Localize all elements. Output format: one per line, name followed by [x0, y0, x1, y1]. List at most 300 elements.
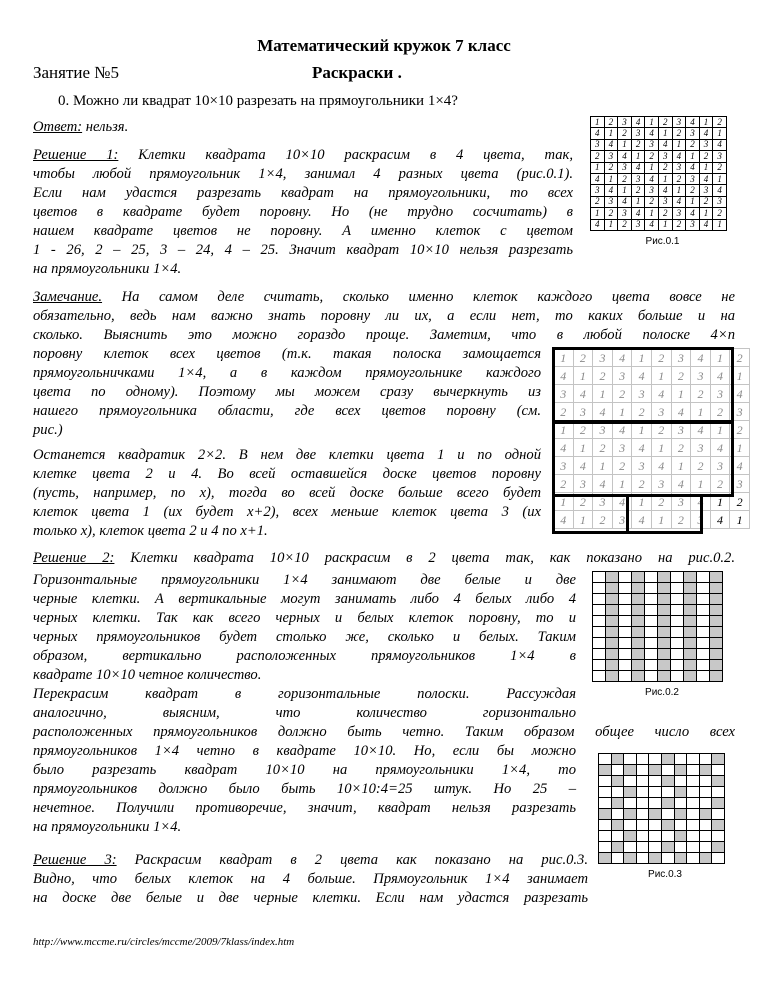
- grid-cell: 3: [612, 511, 632, 529]
- text-line: было разрезать квадрат 10×10 на прямоугольники 1×4, то: [33, 762, 576, 778]
- grid-cell: [687, 776, 700, 787]
- grid-cell: [636, 754, 649, 765]
- grid-cell: [632, 671, 645, 682]
- grid-cell: [699, 820, 712, 831]
- grid-cell: [593, 627, 606, 638]
- grid-cell: 2: [671, 439, 691, 457]
- grid-cell: 1: [604, 219, 618, 230]
- grid-cell: [684, 572, 697, 583]
- grid-cell: 3: [631, 128, 645, 139]
- grid-cell: 2: [618, 173, 632, 184]
- answer: [33, 118, 128, 137]
- grid-cell: [645, 627, 658, 638]
- grid-cell: 4: [604, 185, 618, 196]
- grid-cell: 2: [591, 151, 605, 162]
- grid-cell: 2: [691, 385, 711, 403]
- grid-cell: [611, 842, 624, 853]
- grid-cell: [624, 787, 637, 798]
- text-line: черные клетки. А вертикальные могут занимать либо 4 белых либо 4: [33, 591, 576, 607]
- grid-cell: 2: [686, 139, 700, 150]
- text-line: образом, вертикально расположенных прямоугольников 1×4 в: [33, 648, 576, 664]
- grid-cell: 2: [651, 493, 671, 511]
- grid-cell: 2: [618, 128, 632, 139]
- grid-cell: [671, 627, 684, 638]
- grid-cell: [649, 765, 662, 776]
- grid-cell: [619, 638, 632, 649]
- grid-cell: [619, 594, 632, 605]
- grid-cell: 2: [645, 151, 659, 162]
- grid-cell: [658, 638, 671, 649]
- grid-cell: [636, 809, 649, 820]
- grid-cell: [710, 572, 723, 583]
- grid-cell: [684, 671, 697, 682]
- grid-cell: [619, 649, 632, 660]
- grid-cell: [632, 627, 645, 638]
- grid-cell: 3: [686, 219, 700, 230]
- grid-cell: 3: [710, 385, 730, 403]
- figure-caption: Рис.0.1: [645, 235, 680, 247]
- grid-cell: 3: [593, 493, 613, 511]
- grid-cell: [624, 853, 637, 864]
- grid-cell: 1: [593, 457, 613, 475]
- text-line: нечетное. Получили противоречие, значит, квадрат нельзя разрезать: [33, 800, 576, 816]
- text-line: нашем квадрате цветов не поровну. А именно клеток с цветом: [33, 223, 573, 239]
- grid-cell: [671, 660, 684, 671]
- grid-cell: 1: [612, 403, 632, 421]
- grid-cell: [645, 594, 658, 605]
- grid-cell: [697, 671, 710, 682]
- answer-text: нельзя.: [82, 119, 129, 135]
- grid-cell: 4: [573, 385, 593, 403]
- grid-cell: [661, 809, 674, 820]
- grid-cell: 1: [591, 117, 605, 128]
- text-line: клеток цвета 1 (их будет x+2), всех меньше клеток цвета 3 (их: [33, 504, 541, 520]
- grid-cell: 4: [658, 139, 672, 150]
- text-line: Видно, что белых клеток на 4 больше. Прямоугольник 1×4 занимает: [33, 871, 588, 887]
- grid-cell: 3: [691, 511, 711, 529]
- grid-cell: 1: [691, 475, 711, 493]
- grid-cell: 1: [713, 173, 727, 184]
- grid-cell: 2: [710, 403, 730, 421]
- text-line: черных клетки. Так как всего черных и белых клеток поровну, то и: [33, 610, 576, 626]
- grid-cell: [606, 594, 619, 605]
- grid-cell: 3: [618, 162, 632, 173]
- text-line: 1 - 26, 2 – 25, 3 – 24, 4 – 25. Значит квадрат 10×10 нельзя разрезать: [33, 242, 573, 258]
- grid-cell: 4: [686, 208, 700, 219]
- grid-cell: 1: [713, 128, 727, 139]
- solution-2-end: [33, 742, 576, 837]
- grid-cell: [606, 627, 619, 638]
- grid-cell: 4: [672, 196, 686, 207]
- text-line: прямоугольничками 1×4, а в каждом прямоугольнике каждого: [33, 365, 541, 381]
- grid-cell: [645, 616, 658, 627]
- grid-cell: 2: [631, 185, 645, 196]
- grid-cell: 3: [612, 439, 632, 457]
- grid-cell: 4: [632, 439, 652, 457]
- grid-cell: 2: [730, 493, 750, 511]
- grid-cell: 4: [686, 117, 700, 128]
- grid-cell: [697, 660, 710, 671]
- grid-cell: 1: [645, 208, 659, 219]
- grid-cell: 2: [645, 196, 659, 207]
- grid-cell: [661, 842, 674, 853]
- grid-cell: [661, 776, 674, 787]
- grid-cell: [624, 809, 637, 820]
- grid-cell: 3: [686, 173, 700, 184]
- grid-cell: 2: [632, 403, 652, 421]
- grid-cell: 1: [710, 421, 730, 439]
- grid-cell: 4: [691, 421, 711, 439]
- grid-cell: 4: [612, 349, 632, 367]
- grid-cell: [699, 754, 712, 765]
- grid-cell: 2: [699, 151, 713, 162]
- grid-cell: [593, 671, 606, 682]
- grid-cell: 2: [651, 421, 671, 439]
- grid-cell: [674, 765, 687, 776]
- grid-cell: [649, 776, 662, 787]
- grid-cell: 3: [645, 139, 659, 150]
- grid-cell: [674, 754, 687, 765]
- grid-cell: [674, 776, 687, 787]
- text-line: (пусть, например, по x), тогда во всей доске больше всего будет: [33, 485, 541, 501]
- grid-cell: 4: [710, 367, 730, 385]
- grid-cell: 1: [591, 208, 605, 219]
- grid-cell: [645, 649, 658, 660]
- grid-cell: 1: [671, 385, 691, 403]
- grid-cell: [599, 798, 612, 809]
- grid-cell: [606, 572, 619, 583]
- grid-cell: [661, 798, 674, 809]
- grid-cell: 2: [591, 196, 605, 207]
- grid-cell: 3: [604, 196, 618, 207]
- text-line: клетке цвета 2 и 4. Во всей оставшейся доске цветов поровну: [33, 466, 541, 482]
- grid-cell: 1: [699, 117, 713, 128]
- grid-cell: [593, 572, 606, 583]
- grid-cell: [599, 820, 612, 831]
- grid-cell: 3: [671, 349, 691, 367]
- grid-cell: 1: [632, 421, 652, 439]
- grid-cell: 1: [554, 493, 574, 511]
- grid-cell: 3: [573, 403, 593, 421]
- grid-cell: 2: [672, 219, 686, 230]
- text-line: аналогично, выясним, что количество горизонтально: [33, 705, 576, 721]
- grid-cell: 4: [710, 439, 730, 457]
- text-line: на доске две белые и две черные клетки. Если нам удастся разрезать: [33, 890, 588, 906]
- grid-cell: 1: [671, 457, 691, 475]
- grid-cell: 4: [672, 151, 686, 162]
- grid-cell: [636, 831, 649, 842]
- grid-cell: [687, 787, 700, 798]
- grid-cell: [593, 594, 606, 605]
- text-line: цвета по одному). Поэтому мы можем сразу вычеркнуть из: [33, 384, 541, 400]
- grid-cell: 2: [554, 403, 574, 421]
- grid-cell: 2: [604, 162, 618, 173]
- grid-cell: 4: [699, 173, 713, 184]
- grid-cell: [636, 765, 649, 776]
- grid-cell: [661, 831, 674, 842]
- grid-cell: 4: [618, 196, 632, 207]
- grid-cell: 2: [573, 349, 593, 367]
- grid-cell: [624, 754, 637, 765]
- grid-cell: [710, 594, 723, 605]
- grid-cell: 4: [713, 139, 727, 150]
- grid-cell: 1: [573, 367, 593, 385]
- grid-cell: [658, 616, 671, 627]
- grid-cell: 4: [591, 173, 605, 184]
- grid-cell: 2: [573, 421, 593, 439]
- grid-cell: [687, 765, 700, 776]
- grid-cell: 1: [632, 349, 652, 367]
- grid-cell: 3: [730, 475, 750, 493]
- grid-cell: [658, 572, 671, 583]
- grid-cell: [593, 616, 606, 627]
- solution-1-label: Решение 1:: [33, 147, 119, 163]
- grid-cell: [645, 583, 658, 594]
- grid-cell: 1: [672, 185, 686, 196]
- text-line: квадрате 10×10 четное количество.: [33, 667, 262, 683]
- grid-cell: [611, 754, 624, 765]
- text-line: только x), клеток цвета 2 и 4 по x+1.: [33, 523, 268, 539]
- grid-cell: [645, 572, 658, 583]
- grid-cell: 1: [730, 511, 750, 529]
- grid-cell: 4: [699, 219, 713, 230]
- text-line: на прямоугольники 1×4.: [33, 261, 182, 277]
- text-line: черных прямоугольников будет столько же, сколько и белых. Таким: [33, 629, 576, 645]
- grid-cell: 2: [593, 511, 613, 529]
- grid-cell: [684, 583, 697, 594]
- text-line: прямоугольников 1×4 четно в квадрате 10×10. Но, если бы можно: [33, 743, 576, 759]
- grid-cell: [687, 853, 700, 864]
- grid-cell: [636, 787, 649, 798]
- grid-cell: 3: [573, 475, 593, 493]
- grid-cell: [599, 754, 612, 765]
- grid-cell: [671, 649, 684, 660]
- grid-cell: [636, 820, 649, 831]
- grid-cell: 3: [713, 151, 727, 162]
- grid-cell: 4: [593, 475, 613, 493]
- grid-cell: 1: [612, 475, 632, 493]
- grid-cell: [599, 787, 612, 798]
- grid-cell: [674, 809, 687, 820]
- grid-cell: 2: [612, 457, 632, 475]
- lesson-topic: Раскраски .: [312, 63, 402, 82]
- grid-cell: 1: [658, 173, 672, 184]
- grid-cell: [636, 853, 649, 864]
- grid-cell: 2: [713, 208, 727, 219]
- grid-cell: 3: [658, 151, 672, 162]
- grid-cell: 2: [593, 367, 613, 385]
- solution-2: Решение 2: Клетки квадрата 10×10 раскрасим в 2 цвета так, как показано на рис.0.2.: [33, 550, 735, 566]
- grid-cell: 1: [645, 162, 659, 173]
- grid-cell: [599, 809, 612, 820]
- strip-outline: [552, 494, 629, 534]
- grid-cell: 3: [686, 128, 700, 139]
- figure-0-2: [592, 571, 732, 698]
- grid-cell: [671, 616, 684, 627]
- grid-cell: [710, 671, 723, 682]
- grid-cell: 4: [645, 219, 659, 230]
- grid-cell: [619, 627, 632, 638]
- grid-cell: [593, 583, 606, 594]
- grid-cell: [619, 583, 632, 594]
- grid-cell: [697, 627, 710, 638]
- grid-cell: 2: [730, 421, 750, 439]
- grid-cell: [658, 605, 671, 616]
- grid-cell: [632, 572, 645, 583]
- grid-cell: 1: [651, 367, 671, 385]
- grid-cell: [712, 853, 725, 864]
- grid-cell: 1: [710, 349, 730, 367]
- grid-cell: 1: [645, 117, 659, 128]
- grid-cell: [645, 671, 658, 682]
- grid-cell: [712, 820, 725, 831]
- grid-cell: 2: [573, 493, 593, 511]
- grid-cell: [712, 765, 725, 776]
- grid-cell: [697, 638, 710, 649]
- grid-cell: 1: [618, 185, 632, 196]
- grid-cell: [624, 776, 637, 787]
- grid-cell: 1: [591, 162, 605, 173]
- grid-cell: [611, 765, 624, 776]
- grid-cell: [658, 671, 671, 682]
- grid-cell: [632, 583, 645, 594]
- grid-cell: [636, 842, 649, 853]
- grid-cell: [658, 649, 671, 660]
- grid-cell: [606, 616, 619, 627]
- grid-cell: 1: [699, 208, 713, 219]
- grid-cell: 1: [730, 439, 750, 457]
- grid-cell: 1: [573, 439, 593, 457]
- grid-cell: 1: [631, 151, 645, 162]
- grid-cell: [684, 605, 697, 616]
- grid-cell: 3: [651, 475, 671, 493]
- grid-cell: [593, 605, 606, 616]
- text-line: чтобы любой прямоугольник 1×4, занимал 4 разных цвета (рис.0.1).: [33, 166, 573, 182]
- grid-cell: 4: [671, 403, 691, 421]
- grid-cell: 3: [604, 151, 618, 162]
- grid-cell: 4: [573, 457, 593, 475]
- grid-cell: 4: [671, 475, 691, 493]
- grid-cell: [624, 820, 637, 831]
- grid-cell: 1: [554, 421, 574, 439]
- grid-cell: [649, 798, 662, 809]
- grid-cell: 3: [591, 185, 605, 196]
- grid-cell: [712, 842, 725, 853]
- solution-2-body: [33, 571, 576, 723]
- grid-cell: [645, 638, 658, 649]
- grid-cell: 1: [672, 139, 686, 150]
- grid-cell: [697, 594, 710, 605]
- grid-cell: [624, 831, 637, 842]
- remark-body: [33, 345, 541, 541]
- grid-cell: 2: [604, 208, 618, 219]
- grid-cell: 4: [631, 117, 645, 128]
- grid-cell: 4: [651, 385, 671, 403]
- grid-cell: [661, 820, 674, 831]
- grid-cell: [606, 649, 619, 660]
- grid-cell: 3: [672, 208, 686, 219]
- remark: Замечание. На самом деле считать, сколько именно клеток каждого цвета вовсе не обязательно, ведь нам важно знать поровну ли их, а если нет, то каких больше и на сколько. Выяснить это можно гораздо проще. Заметим, что в любой полоске 4×n: [33, 289, 735, 343]
- strip-outline: [552, 347, 734, 423]
- grid-cell: [699, 853, 712, 864]
- grid-cell: [697, 572, 710, 583]
- grid-cell: [661, 853, 674, 864]
- grid-cell: 3: [591, 139, 605, 150]
- page-title: Математический кружок 7 класс: [257, 36, 511, 55]
- grid-cell: [674, 842, 687, 853]
- grid-cell: [649, 831, 662, 842]
- grid-cell: 3: [658, 196, 672, 207]
- grid-cell: 4: [645, 128, 659, 139]
- grid-cell: [710, 627, 723, 638]
- grid-cell: 1: [604, 128, 618, 139]
- grid-cell: 2: [672, 173, 686, 184]
- grid-cell: [712, 798, 725, 809]
- grid-cell: 4: [730, 457, 750, 475]
- grid-cell: [658, 627, 671, 638]
- pattern-grid: [598, 753, 725, 864]
- grid-cell: [649, 820, 662, 831]
- grid-cell: [632, 616, 645, 627]
- grid-cell: [674, 853, 687, 864]
- grid-cell: [710, 605, 723, 616]
- grid-cell: [687, 831, 700, 842]
- grid-cell: [684, 627, 697, 638]
- grid-cell: [611, 798, 624, 809]
- solution-3: Решение 3: Раскрасим квадрат в 2 цвета как показано на рис.0.3. Видно, что белых клеток на 4 больше. Прямоугольник 1×4 занимает на доске две белые и две черные клетки. Если нам удастся разрезать: [33, 852, 588, 906]
- grid-cell: 2: [671, 367, 691, 385]
- grid-cell: 2: [593, 439, 613, 457]
- grid-cell: 4: [651, 457, 671, 475]
- grid-cell: 4: [631, 208, 645, 219]
- grid-cell: 2: [632, 475, 652, 493]
- figure-0-3: [598, 753, 732, 880]
- grid-cell: 4: [632, 511, 652, 529]
- text-line: Останется квадратик 2×2. В нем две клетки цвета 1 и по одной: [33, 447, 541, 463]
- grid-cell: [671, 638, 684, 649]
- grid-cell: [674, 787, 687, 798]
- grid-cell: 4: [604, 139, 618, 150]
- grid-cell: 4: [554, 367, 574, 385]
- grid-cell: 2: [691, 457, 711, 475]
- grid-cell: [649, 809, 662, 820]
- grid-cell: 2: [713, 162, 727, 173]
- text-line: Перекрасим квадрат в горизонтальные полоски. Рассуждая: [33, 686, 576, 702]
- figure-caption: Рис.0.2: [645, 687, 679, 698]
- figure-0-1: [590, 116, 735, 247]
- grid-cell: [710, 649, 723, 660]
- grid-cell: [671, 583, 684, 594]
- grid-cell: [606, 671, 619, 682]
- grid-cell: 4: [631, 162, 645, 173]
- grid-cell: [606, 605, 619, 616]
- grid-cell: 3: [691, 367, 711, 385]
- grid-cell: [687, 842, 700, 853]
- grid-cell: [658, 583, 671, 594]
- grid-cell: [671, 572, 684, 583]
- grid-cell: [593, 660, 606, 671]
- grid-cell: [619, 671, 632, 682]
- grid-cell: [649, 853, 662, 864]
- grid-cell: [632, 638, 645, 649]
- footer-url[interactable]: http://www.mccme.ru/circles/mccme/2009/7klass/index.htm: [33, 936, 295, 948]
- grid-cell: [671, 671, 684, 682]
- solution-2-label: Решение 2:: [33, 550, 115, 566]
- grid-cell: 3: [645, 185, 659, 196]
- grid-cell: 1: [651, 439, 671, 457]
- figure-caption: Рис.0.3: [648, 869, 682, 880]
- grid-cell: [684, 594, 697, 605]
